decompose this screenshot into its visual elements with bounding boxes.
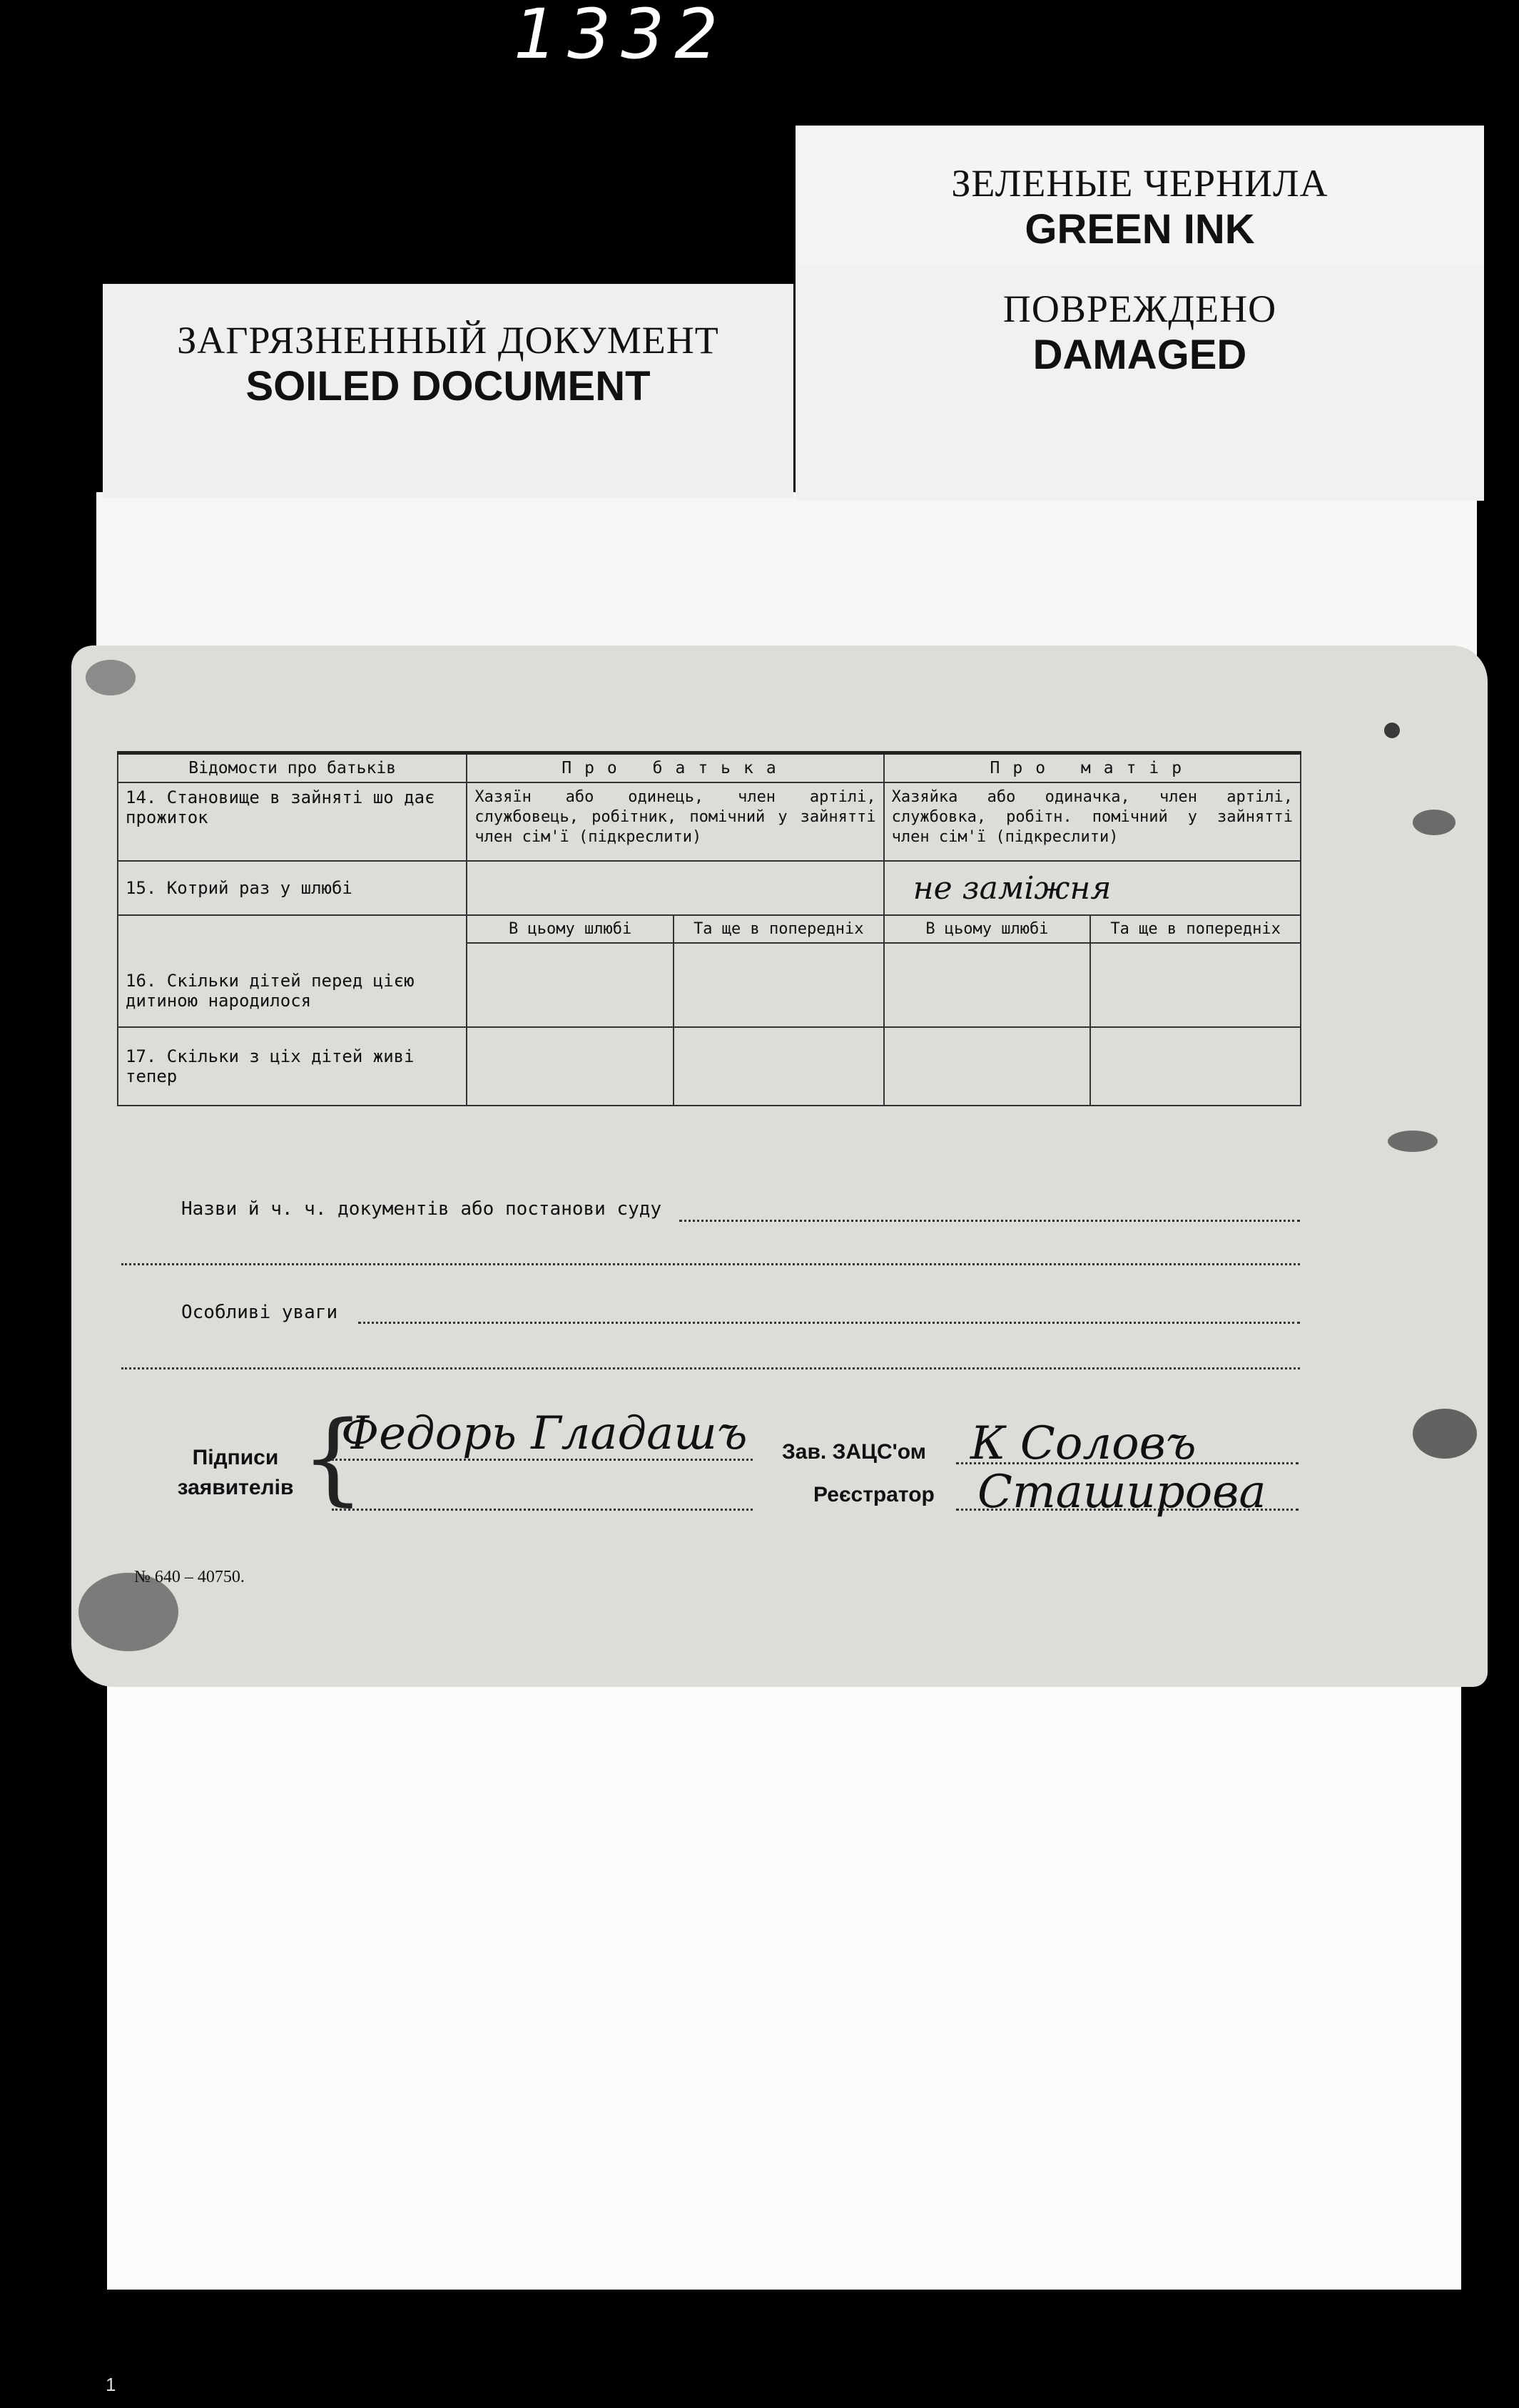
cell-16-mother-this: [884, 943, 1091, 1027]
registrar-signature: Сташирова: [977, 1466, 1266, 1519]
mother-marriage-count: не заміжня: [884, 861, 1301, 915]
hole-mark: [1384, 723, 1400, 738]
soiled-card: [103, 284, 793, 498]
header-father: Про батька: [467, 753, 883, 783]
green-ink-en: GREEN INK: [1025, 206, 1255, 252]
father-previous-header: Та ще в попередніх: [674, 915, 884, 943]
documents-line-1: [679, 1220, 1300, 1222]
notes-line-1: [358, 1322, 1300, 1324]
green-ink-card: [796, 126, 1484, 268]
parents-table: [117, 751, 1301, 1106]
documents-line-2: [121, 1263, 1300, 1265]
form-number: № 640 – 40750.: [134, 1568, 245, 1586]
signatures-label: [164, 1443, 307, 1503]
mother-this-marriage-header: В цьому шлюбі: [884, 915, 1091, 943]
registrar-line: [956, 1509, 1299, 1511]
green-ink-ru: ЗЕЛЕНЫЕ ЧЕРНИЛА: [951, 162, 1329, 205]
applicant-line-1: [332, 1459, 753, 1461]
cell-16-mother-prev: [1090, 943, 1301, 1027]
frame-number: 1332: [514, 0, 728, 74]
applicant-line-2: [332, 1509, 753, 1511]
applicant-signature: Федорь Гладашъ: [341, 1407, 748, 1460]
damaged-ru: ПОВРЕЖДЕНО: [1002, 287, 1277, 330]
corner-damage: [86, 660, 136, 695]
notes-line-2: [121, 1367, 1300, 1369]
cell-16-father-this: [467, 943, 674, 1027]
father-occupation: Хазяїн або одинець, член артілі, службовець, робітник, помічний у зайнятті член сім'ї (підкреслити): [467, 782, 883, 861]
tear-mark: [1388, 1131, 1438, 1152]
damaged-en: DAMAGED: [1032, 332, 1247, 378]
question-15: 15. Котрий раз у шлюбі: [118, 861, 467, 915]
soiled-en: SOILED DOCUMENT: [245, 363, 651, 409]
question-16: 16. Скільки дітей перед цією дитиною народилося: [118, 915, 467, 1027]
soiled-ru: ЗАГРЯЗНЕННЫЙ ДОКУМЕНТ: [177, 319, 719, 362]
head-signature: К Соловъ: [970, 1417, 1197, 1470]
cell-17-mother-prev: [1090, 1027, 1301, 1106]
tear-mark: [1413, 1409, 1477, 1459]
registration-form: [71, 646, 1488, 1687]
cell-17-father-prev: [674, 1027, 884, 1106]
damaged-card: [796, 265, 1484, 501]
notes-label: Особливі уваги: [181, 1302, 338, 1323]
question-17: 17. Скільки з ціх дітей живі тепер: [118, 1027, 467, 1106]
signatures-label-line-1: Підписи: [192, 1446, 279, 1469]
registrar-label: Реєстратор: [813, 1483, 935, 1506]
lower-blank-sheet: [107, 1662, 1461, 2290]
corner-mark: 1: [106, 2374, 116, 2395]
question-14: 14. Становище в зайняті шо дає прожиток: [118, 782, 467, 861]
brace: {: [301, 1400, 365, 1516]
head-label: Зав. ЗАЦС'ом: [782, 1440, 926, 1464]
blank-paper-strip: [96, 492, 1477, 670]
father-this-marriage-header: В цьому шлюбі: [467, 915, 674, 943]
mother-occupation: Хазяйка або одиначка, член артілі, службовка, робітн. помічний у зайнятті член сім'ї (підкреслити): [884, 782, 1301, 861]
cell-17-mother-this: [884, 1027, 1091, 1106]
tear-mark: [1413, 810, 1456, 835]
cell-16-father-prev: [674, 943, 884, 1027]
mother-previous-header: Та ще в попередніх: [1090, 915, 1301, 943]
documents-label: Назви й ч. ч. документів або постанови суду: [181, 1198, 662, 1220]
header-section: Відомости про батьків: [118, 753, 467, 783]
signatures-label-line-2: заявителів: [177, 1476, 294, 1499]
cell-17-father-this: [467, 1027, 674, 1106]
header-mother: Про матір: [884, 753, 1301, 783]
head-line: [956, 1462, 1299, 1464]
father-marriage-count: [467, 861, 883, 915]
